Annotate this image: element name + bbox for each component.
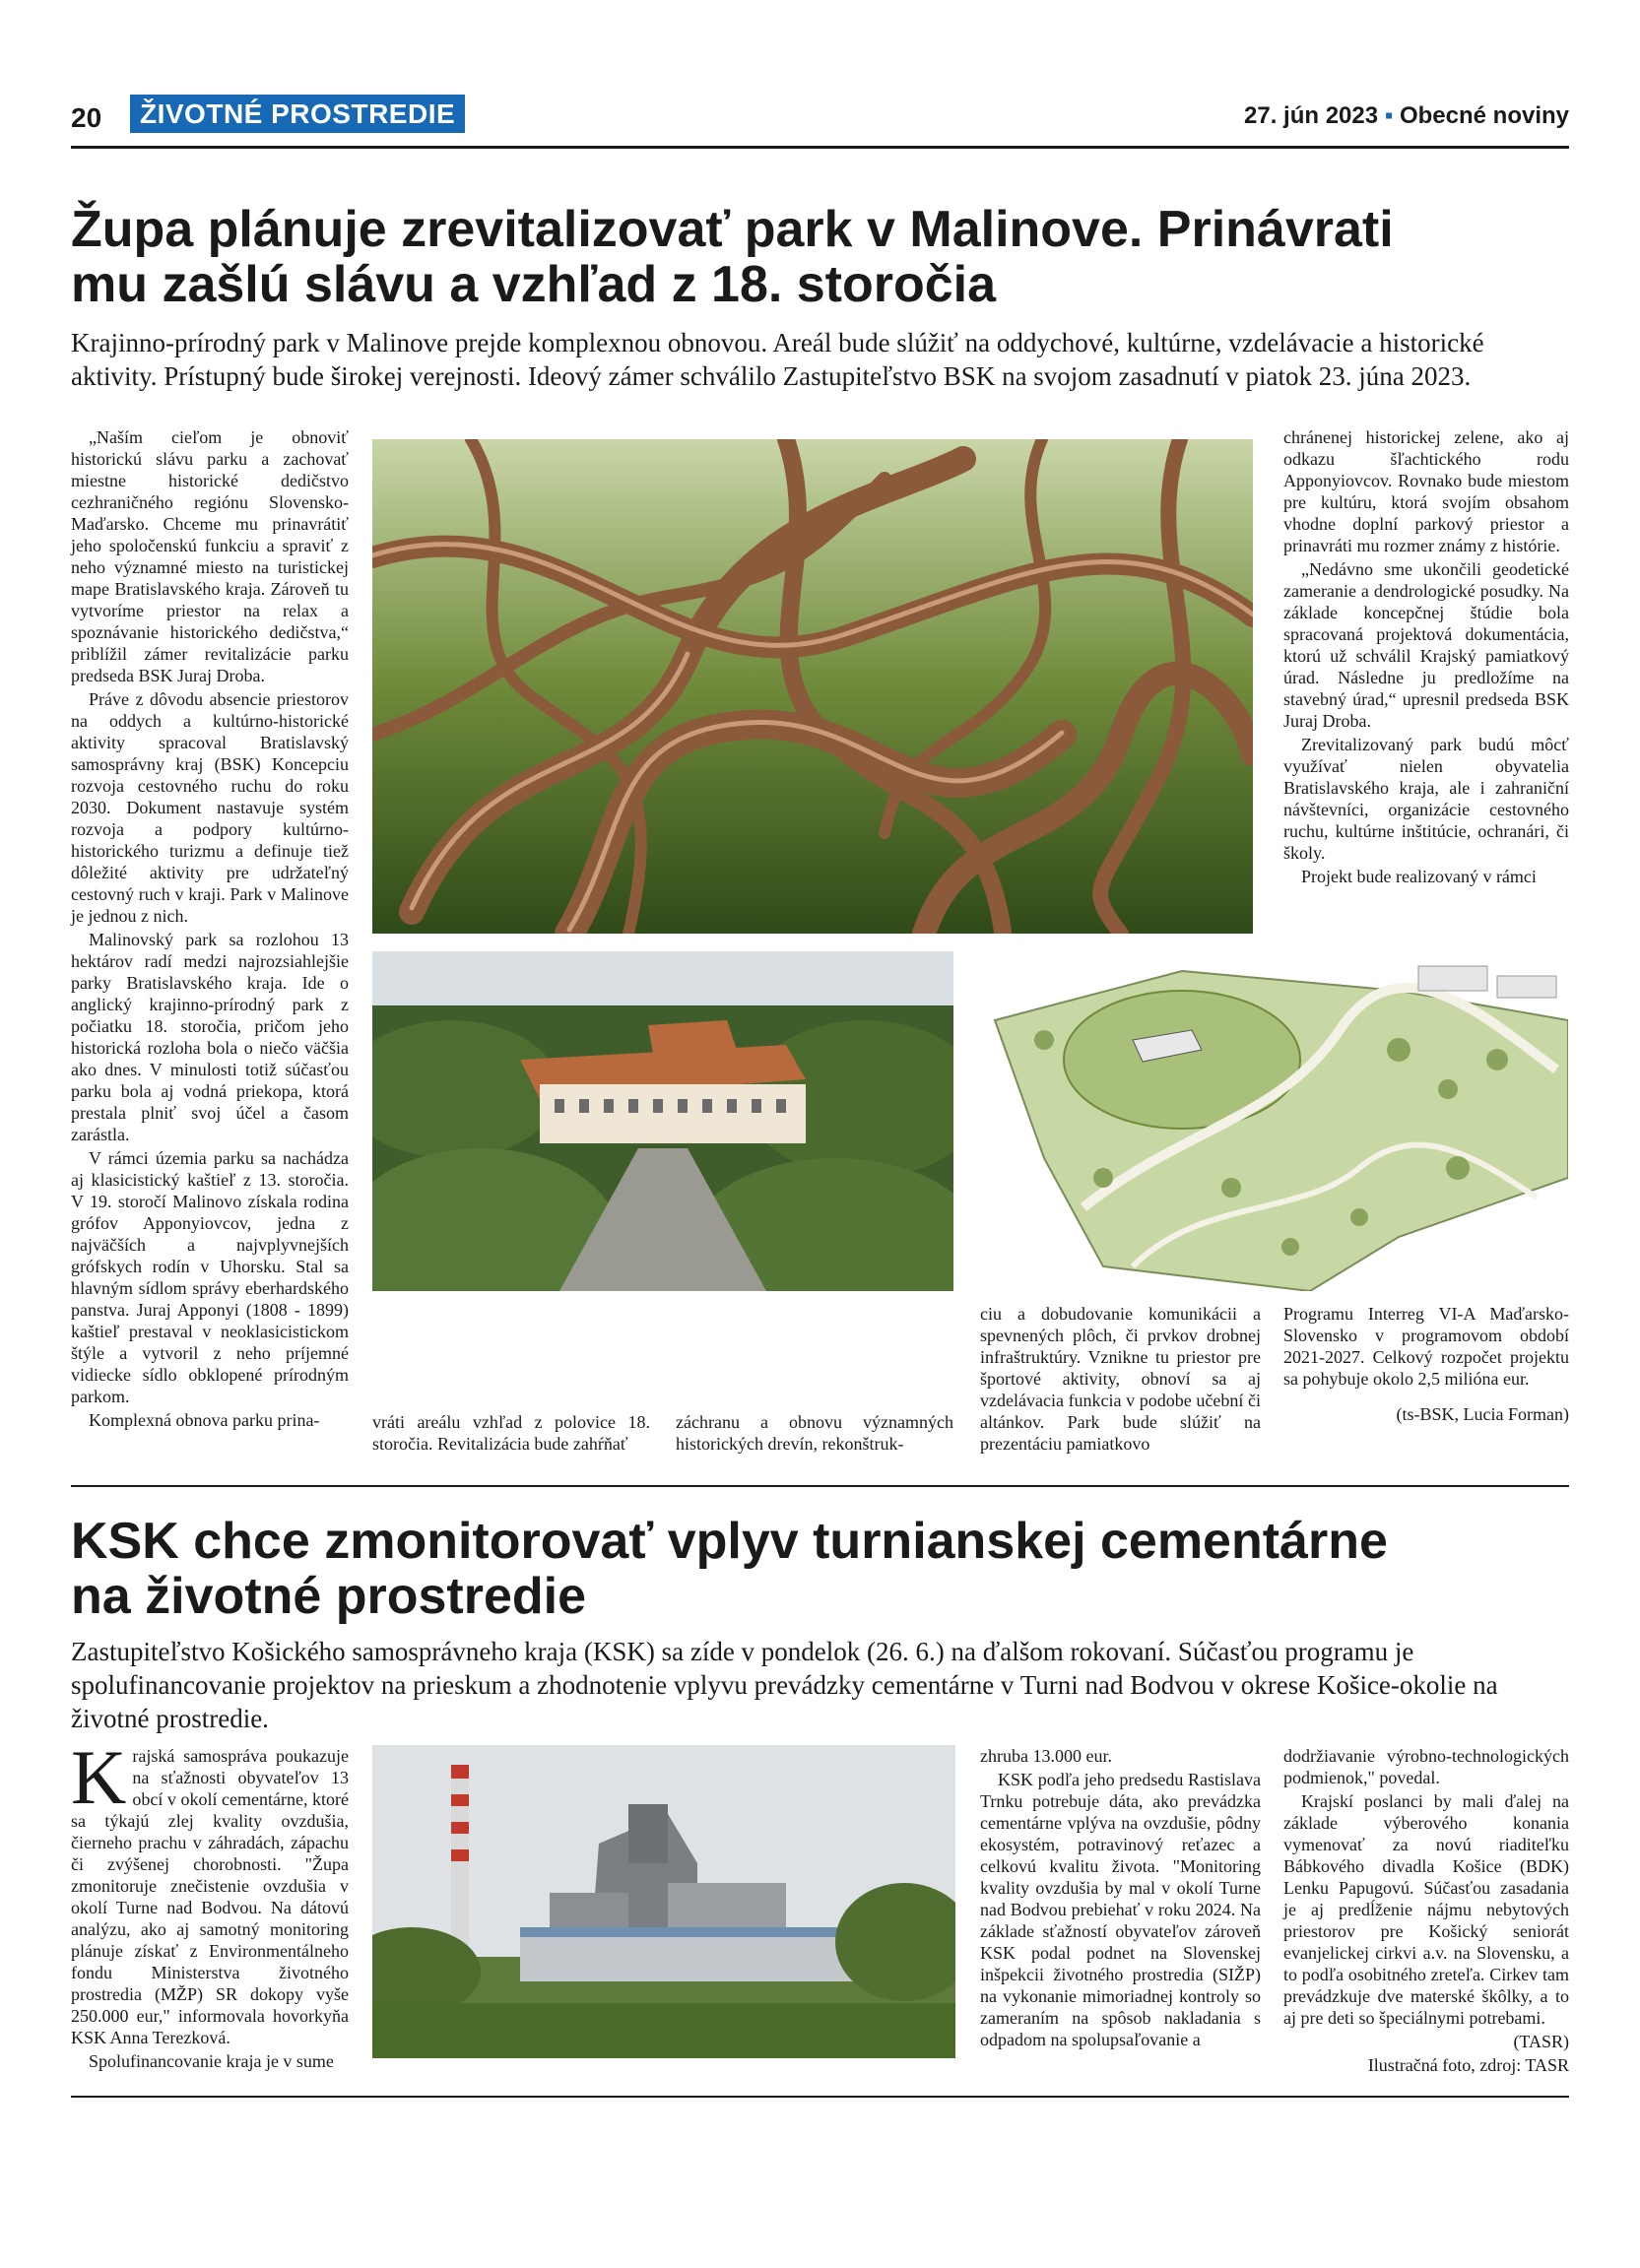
article1-headline [71, 202, 1568, 312]
article2-column-2 [980, 1745, 1261, 2052]
article2-lead: Zastupiteľstvo Košického samosprávneho kraja (KSK) sa zíde v pondelok (26. 6.) na ďalšom rokovaní. Súčasťou programu je spolufinancovanie projektov na prieskum a zhodnotenie vplyvu prevádzky cementárne v Turni nad Bodvou v okrese Košice-okolie na životné prostredie. [71, 1637, 1498, 1733]
article2-paragraph: Krajskí poslanci by mali ďalej na základe výberového konania vymenovať za novú riaditeľku Bábkového divadla Košice (BDK) Lenku Papugovú. Súčasťou zasadania je aj predĺženie nájmu nebytových priestorov pre Košický seniorát evanjelickej cirkvi a.v. na Slovensku, a to podľa osobitného zreteľa. Cirkev tam prevádzkuje dve materské škôlky, a to aj pre deti so špeciálnymi potrebami. [1283, 1791, 1569, 2028]
article2-paragraph: KSK podľa jeho predsedu Rastislava Trnku potrebuje dáta, ako prevádzka cementárne vplýva na ovzdušie, pôdny ekosystém, potravinový reťazec a celkovú kvalitu života. "Monitoring kvality ovzdušia by mal v okolí Turne nad Bodvou prebiehať v roku 2024. Na základe sťažností obyvateľov zároveň KSK podal podnet na Slovenskej inšpekcii životného prostredia (SIŽP) na vykonanie mimoriadnej kontroly so zameraním na spôsob nakladania s odpadom na spolupsaľovanie a [980, 1770, 1261, 2049]
article2-paragraph: dodržiavanie výrobno-technologických podmienok," povedal. [1283, 1746, 1569, 1787]
article1-column-2 [372, 1411, 650, 1457]
article2-headline [71, 1514, 1568, 1624]
article1-paragraph: Komplexná obnova parku prina- [89, 1410, 320, 1430]
article1-column-6 [1283, 1303, 1569, 1427]
article2-dropcap: K [71, 1734, 127, 1820]
manor-aerial-photo [372, 951, 953, 1291]
article1-column-3 [676, 1411, 953, 1457]
photo-credit: Ilustračná foto, zdroj: TASR [1367, 2055, 1569, 2075]
header-rule [71, 146, 1569, 149]
article2-headline-line2: na životné prostredie [71, 1568, 586, 1625]
article2-column-1 [71, 1734, 349, 2074]
publication-name: Obecné noviny [1399, 102, 1569, 129]
article1-paragraph: chránenej historickej zelene, ako aj odkazu šľachtického rodu Apponyiovcov. Rovnako bude miestom pre kultúru, ktorá svojím obsahom vhodne doplní parkový priestor a prinavráti mu rozmer známy z histórie. [1283, 427, 1569, 555]
article1-column-4 [980, 1303, 1261, 1457]
article1-paragraph: Práve z dôvodu absencie priestorov na oddych a kultúrno-historické aktivity spracoval Bratislavský samosprávny kraj (BSK) Koncepciu rozvoja cestovného ruchu do roku 2030. Dokument nastavuje systém rozvoja a podpory kultúrno-historického turizmu a definuje tiež dôležité aktivity pre udržateľný cestovný ruch v kraji. Park v Malinove je jednou z nich. [71, 689, 349, 926]
issue-info [1244, 102, 1569, 130]
article1-paragraph: ciu a dobudovanie komunikácii a spevnených plôch, či prvkov drobnej infraštruktúry. Vznikne tu priestor pre športové aktivity, obnoví sa aj vzdelávacia funkcia v podobe učební či altánkov. Park bude slúžiť na prezentáciu pamiatkovo [980, 1304, 1261, 1454]
article1-paragraph: V rámci územia parku sa nachádza aj klasicistický kaštieľ z 13. storočia. V 19. storočí Malinovo získala rodina grófov Apponyiovcov, jedna z najväčších a najvplyvnejších grófskych rodín v Uhorsku. Stal sa hlavným sídlom správy eberhardského panstva. Juraj Apponyi (1808 - 1899) kaštieľ prestaval v neoklasicistickom štýle a vytvoril z neho príjemné vidiecke sídlo obklopené prírodným parkom. [71, 1148, 349, 1406]
article1-paragraph: vráti areálu vzhľad z polovice 18. storočia. Revitalizácia bude zahŕňať [372, 1412, 650, 1454]
article1-paragraph: Malinovský park sa rozlohou 13 hektárov radí medzi najrozsiahlejšie parky Bratislavského kraja. Ide o anglický krajinno-prírodný park z počiatku 18. storočia, pričom jeho historická rozloha bola o niečo väčšia ako dnes. V minulosti totiž súčasťou parku bola aj vodná priekopa, ktorá prestala plniť svoj účel a časom zarástla. [71, 930, 349, 1144]
article1-paragraph: Projekt bude realizovaný v rámci [1301, 867, 1537, 886]
tree-branches-photo [372, 439, 1253, 934]
article2-column-3 [1283, 1745, 1569, 2078]
article2-headline-line1: KSK chce zmonitorovať vplyv turnianskej cementárne [71, 1513, 1388, 1570]
article2-credit: (TASR) [1513, 2032, 1569, 2051]
article1-headline-line1: Župa plánuje zrevitalizovať park v Malinove. Prinávrati [71, 201, 1394, 258]
issue-date: 27. jún 2023 [1244, 102, 1379, 129]
section-label: ŽIVOTNÉ PROSTREDIE [130, 95, 465, 133]
article-divider [71, 1485, 1569, 1487]
issue-separator: ▪ [1384, 102, 1394, 129]
article2-paragraph: zhruba 13.000 eur. [980, 1746, 1112, 1766]
article1-paragraph: Programu Interreg VI-A Maďarsko-Slovensko v programovom období 2021-2027. Celkový rozpočet projektu sa pohybuje okolo 2,5 milióna eur. [1283, 1304, 1569, 1389]
article1-paragraph: „Nedávno sme ukončili geodetické zameranie a dendrologické posudky. Na základe koncepčnej štúdie bola spracovaná projektová dokumentácia, ktorú už schválil Krajský pamiatkový úrad. Následne ju predložíme na stavebný úrad,“ upresnil predseda BSK Juraj Droba. [1283, 559, 1569, 731]
article1-credit: (ts-BSK, Lucia Forman) [1396, 1404, 1569, 1424]
page-number: 20 [71, 102, 102, 133]
article1-headline-line2: mu zašlú slávu a vzhľad z 18. storočia [71, 256, 997, 313]
park-plan-rendering [985, 951, 1568, 1291]
cement-plant-photo [372, 1745, 955, 2058]
article1-column-1 [71, 426, 349, 1433]
article1-paragraph: „Naším cieľom je obnoviť historickú slávu parku a zachovať miestne historické dedičstvo cezhraničného regiónu Slovensko-Maďarsko. Chceme mu prinavrátiť jeho spoločenskú funkciu a spraviť z neho významné miesto na turistickej mape Bratislavského kraja. Zároveň tu vytvoríme priestor na relax a spoznávanie historického dedičstva,“ priblížil zámer revitalizácie parku predseda BSK Juraj Droba. [71, 427, 349, 685]
article1-column-5 [1283, 426, 1569, 889]
article2-paragraph-text: rajská samospráva poukazuje na sťažnosti obyvateľov 13 obcí v okolí cementárne, ktoré sa týkajú zlej kvality ovzdušia, čierneho prachu v záhradách, zápachu či zvýšenej chorobnosti. "Župa zmonitoruje znečistenie ovzdušia v okolí Turne nad Bodvou. Na dátovú analýzu, ako aj samotný monitoring plánuje získať z Environmentálneho fondu Ministerstva životného prostredia (MŽP) SR dokopy vyše 250.000 eur," informovala hovorkyňa KSK Anna Terezková. [71, 1746, 349, 2047]
article2-paragraph: Spolufinancovanie kraja je v sume [89, 2051, 334, 2071]
article1-paragraph: záchranu a obnovu významných historických drevín, rekonštruk- [676, 1412, 953, 1454]
article1-paragraph: Zrevitalizovaný park budú môcť využívať nielen obyvatelia Bratislavského kraja, ale i zahraniční návštevníci, organizácie cestovného ruchu, kultúrne inštitúcie, ochranári, či školy. [1283, 735, 1569, 863]
article1-lead: Krajinno-prírodný park v Malinove prejde komplexnou obnovou. Areál bude slúžiť na oddychové, kultúrne, vzdelávacie a historické aktivity. Prístupný bude širokej verejnosti. Ideový zámer schválilo Zastupiteľstvo BSK na svojom zasadnutí v piatok 23. júna 2023. [71, 328, 1484, 391]
footer-rule [71, 2096, 1569, 2098]
article2-paragraph [71, 1734, 349, 2048]
